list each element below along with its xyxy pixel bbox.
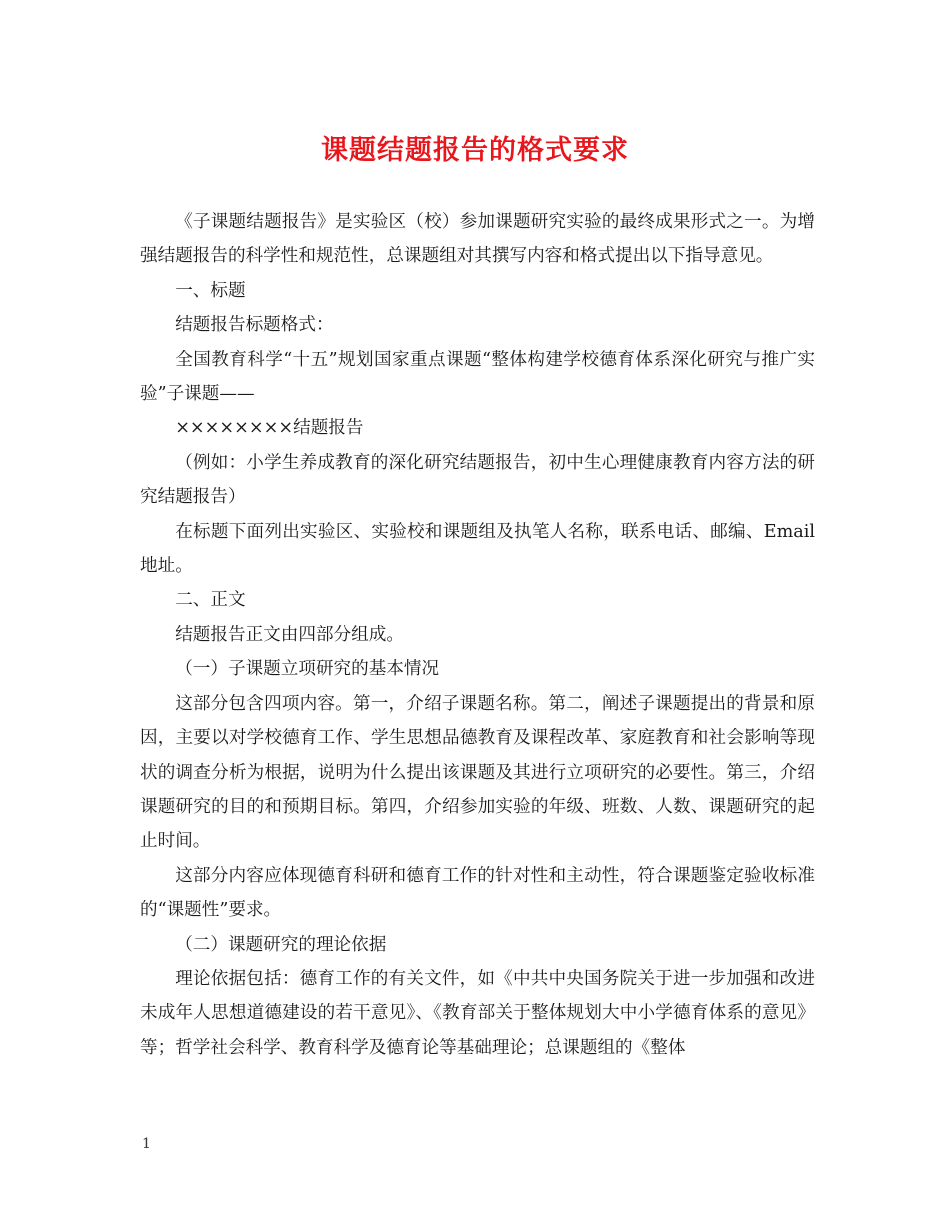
paragraph-title-format: 结题报告标题格式： [175, 315, 334, 336]
subsection-heading-basic-info: （一）子课题立项研究的基本情况 [175, 659, 440, 680]
section-heading-body: 二、正文 [175, 590, 246, 611]
paragraph-title-example-line1: 全国教育科学“十五”规划国家重点课题“整体构建学校德育体系深化研究与推广实验”子课题—— [140, 349, 815, 405]
paragraph-basic-info: 这部分包含四项内容。第一，介绍子课题名称。第二，阐述子课题提出的背景和原因，主要以对学校德育工作、学生思想品德教育及课程改革、家庭教育和社会影响等现状的调查分析为根据，说明为什么提出该课题及其进行立项研究的必要性。第三，介绍课题研究的目的和预期目标。第四，介绍参加实验的年级、班数、人数、课题研究的起止时间。 [140, 693, 815, 852]
paragraph-body-intro: 结题报告正文由四部分组成。 [175, 624, 404, 645]
paragraph-title-placeholder: ××××××××结题报告 [175, 418, 364, 439]
paragraph-title-example: （例如：小学生养成教育的深化研究结题报告，初中生心理健康教育内容方法的研究结题报告） [140, 452, 815, 508]
subsection-heading-theory: （二）课题研究的理论依据 [175, 934, 387, 955]
paragraph-intro: 《子课题结题报告》是实验区（校）参加课题研究实验的最终成果形式之一。为增强结题报告的科学性和规范性，总课题组对其撰写内容和格式提出以下指导意见。 [140, 212, 815, 267]
page-number: 1 [142, 1136, 151, 1152]
paragraph-author-info: 在标题下面列出实验区、实验校和课题组及执笔人名称，联系电话、邮编、Email地址。 [140, 521, 815, 577]
document-body [140, 205, 815, 1065]
document-title: 课题结题报告的格式要求 [321, 135, 629, 166]
section-heading-title: 一、标题 [175, 280, 246, 301]
paragraph-theory: 理论依据包括：德育工作的有关文件，如《中共中央国务院关于进一步加强和改进未成年人思想道德建设的若干意见》、《教育部关于整体规划大中小学德育体系的意见》等；哲学社会科学、教育科学及德育论等基础理论；总课题组的《整体 [140, 968, 815, 1058]
paragraph-basic-info-note: 这部分内容应体现德育科研和德育工作的针对性和主动性，符合课题鉴定验收标准的“课题性”要求。 [140, 865, 815, 921]
